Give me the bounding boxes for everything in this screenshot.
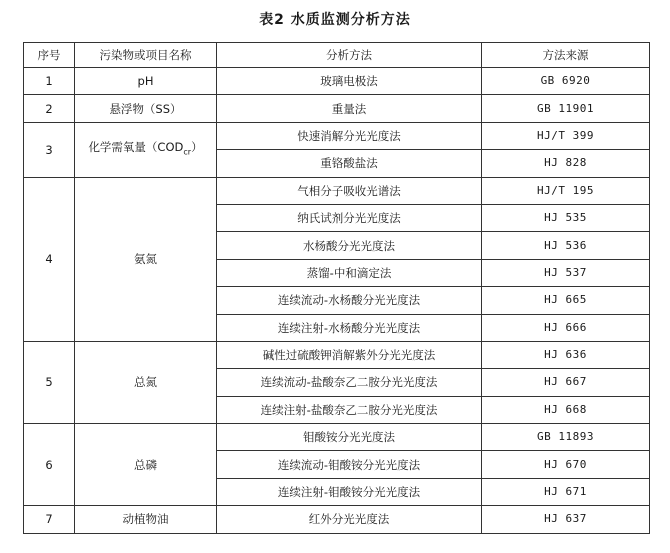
cell-method: 气相分子吸收光谱法 <box>217 177 482 204</box>
cell-source: GB 6920 <box>482 68 650 95</box>
cell-source: HJ 636 <box>482 341 650 368</box>
cell-pollutant-name <box>75 424 217 506</box>
cell-source: HJ 536 <box>482 232 650 259</box>
cell-no: 1 <box>24 68 75 95</box>
table-row <box>24 177 650 204</box>
cell-method: 连续注射-钼酸铵分光光度法 <box>217 478 482 505</box>
table-title: 表2 水质监测分析方法 <box>259 12 411 28</box>
cell-source: HJ/T 195 <box>482 177 650 204</box>
cell-pollutant-name <box>75 506 217 533</box>
cell-pollutant-name <box>75 177 217 341</box>
cell-method: 纳氏试剂分光光度法 <box>217 204 482 231</box>
cell-source: HJ 665 <box>482 287 650 314</box>
cell-source: GB 11901 <box>482 95 650 122</box>
cell-no: 6 <box>24 424 75 506</box>
cell-source: GB 11893 <box>482 424 650 451</box>
cell-method: 红外分光光度法 <box>217 506 482 533</box>
cell-method: 连续流动-盐酸奈乙二胺分光光度法 <box>217 369 482 396</box>
cell-method: 重铬酸盐法 <box>217 150 482 177</box>
cell-method: 连续注射-水杨酸分光光度法 <box>217 314 482 341</box>
cell-method: 钼酸铵分光光度法 <box>217 424 482 451</box>
header-no: 序号 <box>24 43 75 68</box>
pollutant-name-text: 氨氮 <box>134 252 157 267</box>
cell-method: 连续流动-钼酸铵分光光度法 <box>217 451 482 478</box>
table-row <box>24 506 650 533</box>
cell-source: HJ 637 <box>482 506 650 533</box>
table-row <box>24 95 650 122</box>
cell-method: 重量法 <box>217 95 482 122</box>
cell-method: 碱性过硫酸钾消解紫外分光光度法 <box>217 341 482 368</box>
cell-source: HJ 666 <box>482 314 650 341</box>
cell-method: 连续流动-水杨酸分光光度法 <box>217 287 482 314</box>
pollutant-name-text: 化学需氧量（COD <box>88 140 184 155</box>
cell-no: 2 <box>24 95 75 122</box>
cell-source: HJ 670 <box>482 451 650 478</box>
cell-pollutant-name <box>75 95 217 122</box>
table-body <box>24 68 650 534</box>
cell-no: 7 <box>24 506 75 533</box>
table-row <box>24 424 650 451</box>
pollutant-name-text: 总磷 <box>134 457 157 472</box>
cell-no: 4 <box>24 177 75 341</box>
cell-no: 3 <box>24 122 75 177</box>
cell-pollutant-name <box>75 68 217 95</box>
cell-method: 玻璃电极法 <box>217 68 482 95</box>
cell-method: 水杨酸分光光度法 <box>217 232 482 259</box>
cell-source: HJ 667 <box>482 369 650 396</box>
pollutant-name-subscript: cr <box>183 147 192 157</box>
header-row <box>24 43 650 68</box>
header-method: 分析方法 <box>217 43 482 68</box>
water-quality-methods-table <box>23 42 650 534</box>
cell-no: 5 <box>24 341 75 423</box>
cell-source: HJ 535 <box>482 204 650 231</box>
header-source: 方法来源 <box>482 43 650 68</box>
pollutant-name-text: pH <box>137 74 154 89</box>
cell-source: HJ 537 <box>482 259 650 286</box>
pollutant-name-text: 悬浮物（SS） <box>109 101 182 116</box>
cell-source: HJ 668 <box>482 396 650 423</box>
pollutant-name-text: 总氮 <box>134 375 157 390</box>
header-name: 污染物或项目名称 <box>75 43 217 68</box>
pollutant-name-text: 动植物油 <box>122 512 169 527</box>
cell-pollutant-name <box>75 122 217 177</box>
cell-method: 连续注射-盐酸奈乙二胺分光光度法 <box>217 396 482 423</box>
table-row <box>24 341 650 368</box>
cell-source: HJ/T 399 <box>482 122 650 149</box>
table-header <box>24 43 650 68</box>
cell-pollutant-name <box>75 341 217 423</box>
table-row <box>24 68 650 95</box>
pollutant-name-tail: ） <box>191 140 203 155</box>
cell-source: HJ 828 <box>482 150 650 177</box>
cell-source: HJ 671 <box>482 478 650 505</box>
cell-method: 快速消解分光光度法 <box>217 122 482 149</box>
table-row <box>24 122 650 149</box>
cell-method: 蒸馏-中和滴定法 <box>217 259 482 286</box>
